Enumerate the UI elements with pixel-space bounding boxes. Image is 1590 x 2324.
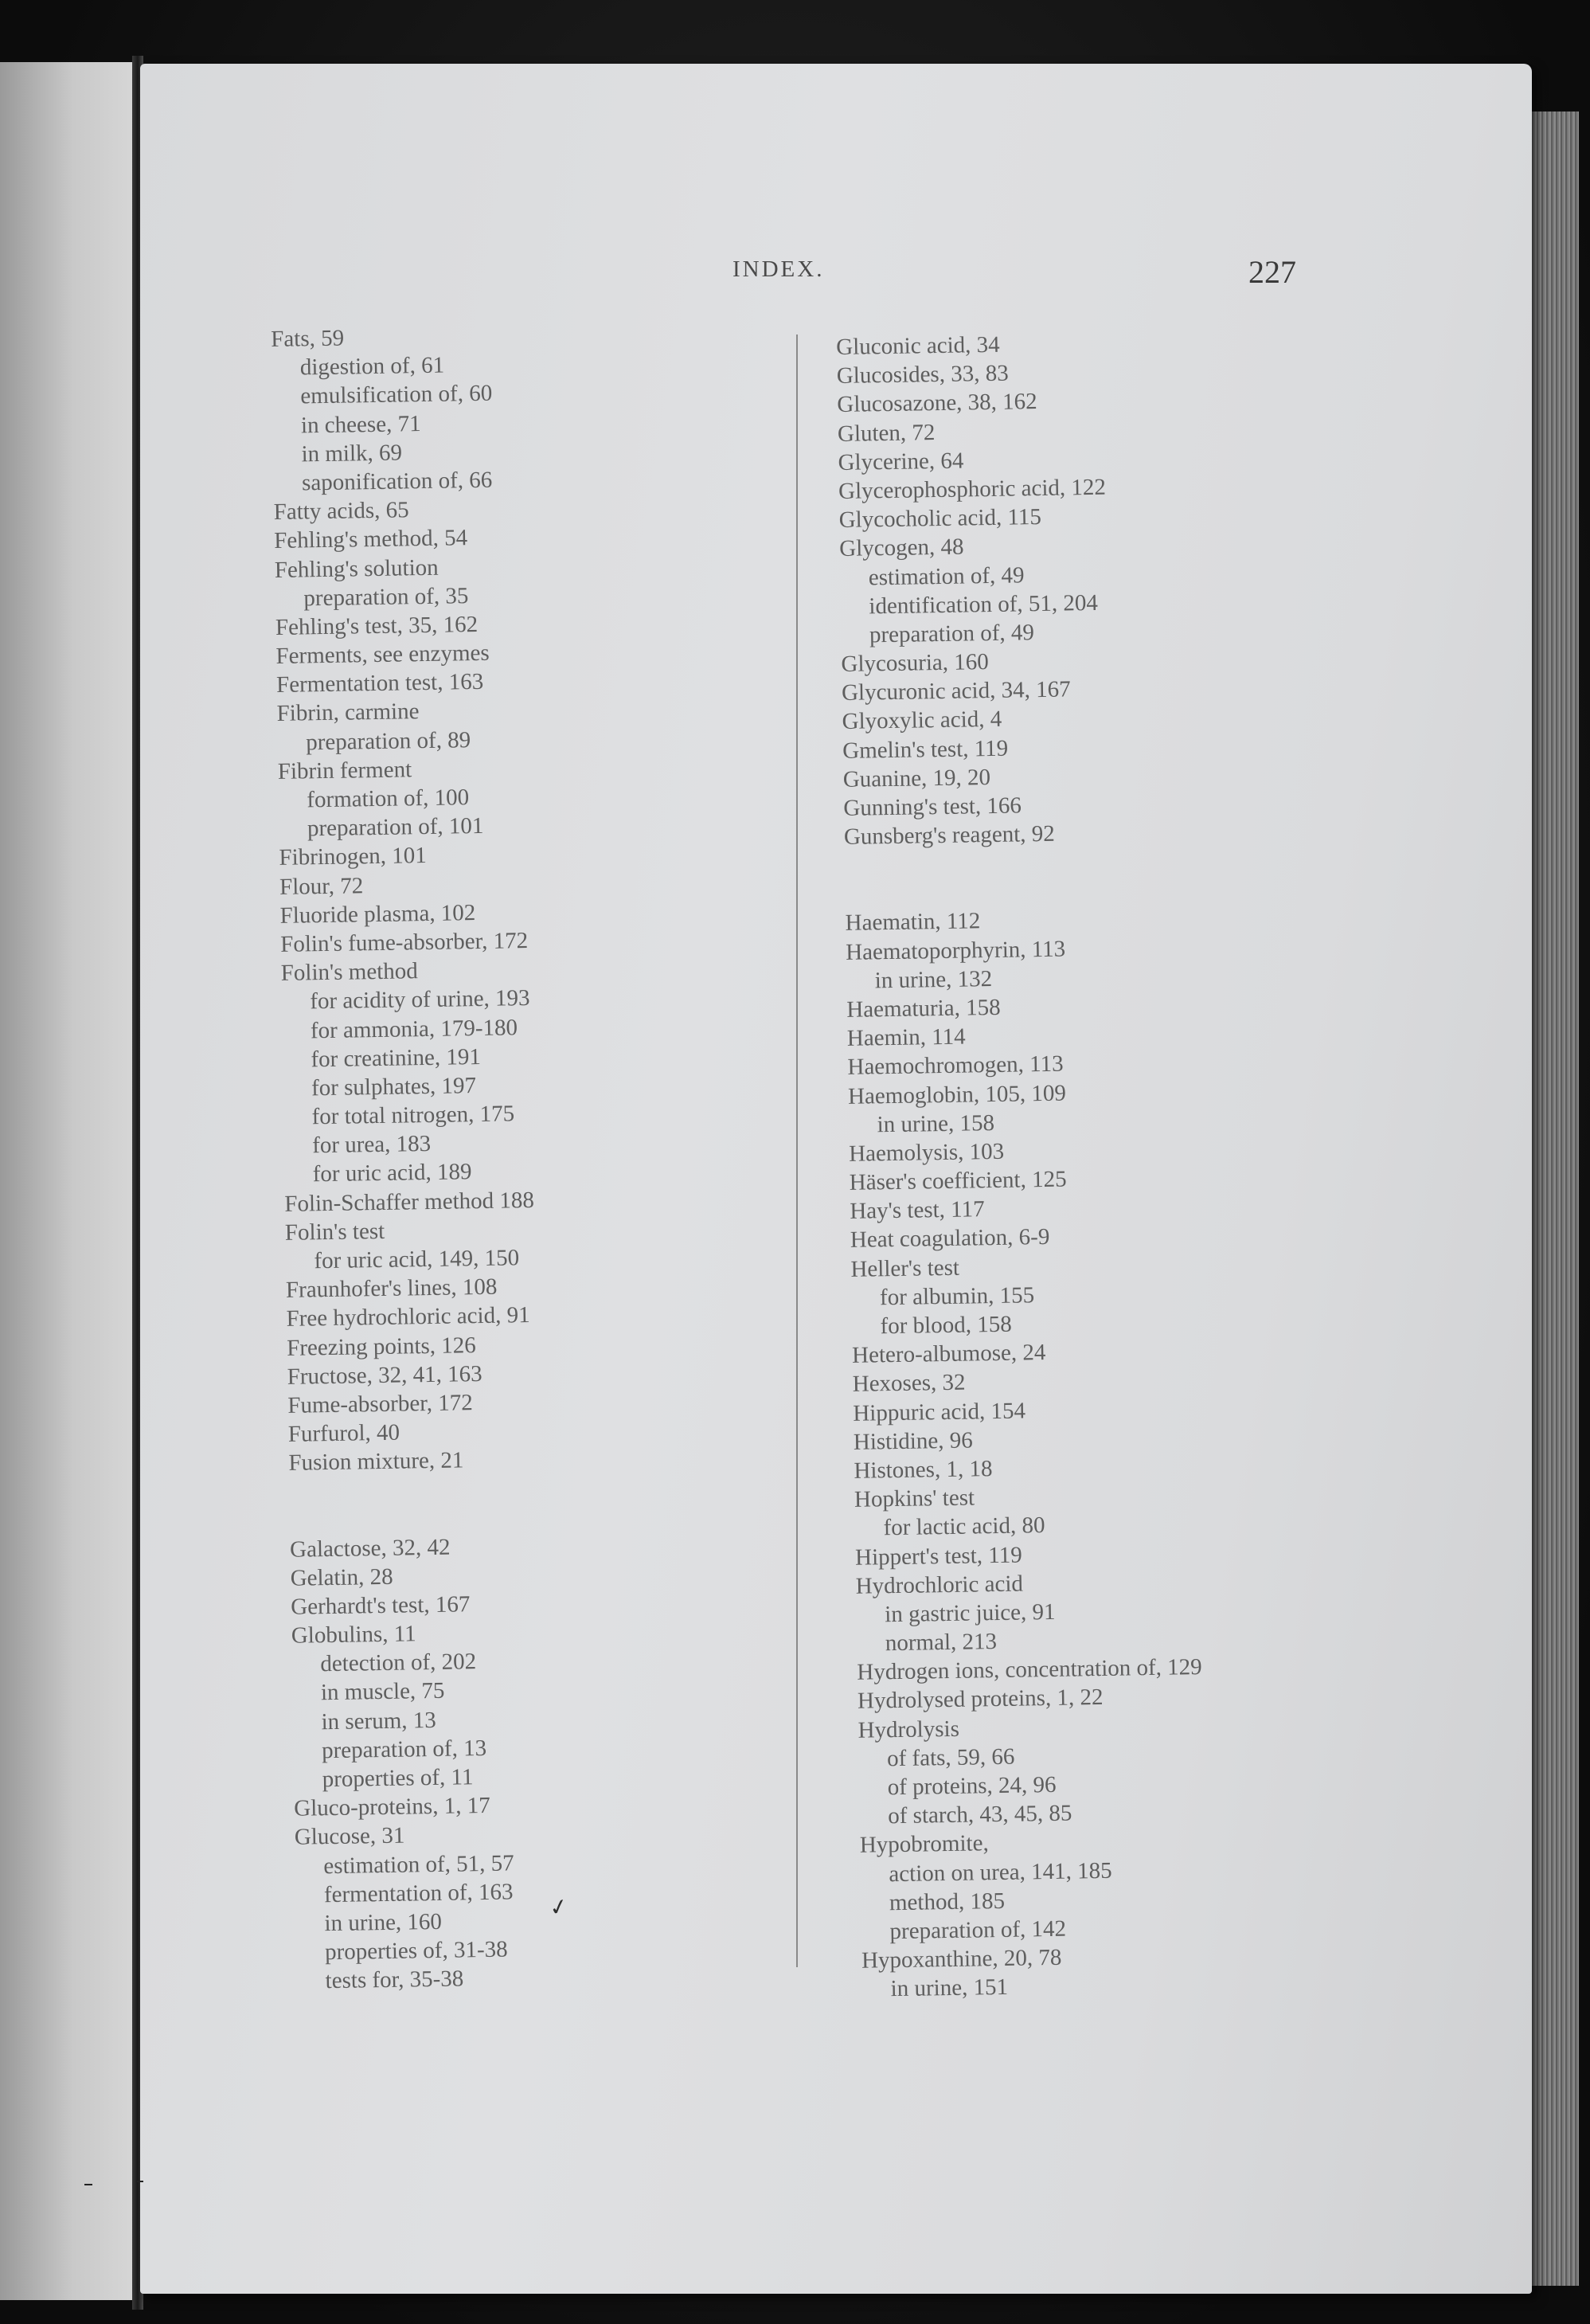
column-divider (796, 335, 798, 1967)
index-subentry: preparation of, 13 (321, 1735, 487, 1764)
index-entry: Glucose, 31 (294, 1822, 405, 1851)
index-subentry: in muscle, 75 (320, 1678, 445, 1706)
index-entry: Gunsberg's reagent, 92 (843, 820, 1055, 851)
index-entry: Glycerine, 64 (838, 448, 964, 475)
index-subentry: preparation of, 35 (303, 582, 469, 612)
index-subentry: of fats, 59, 66 (886, 1743, 1015, 1772)
section-gap (289, 1473, 540, 1535)
index-entry: Glycerophosphoric acid, 122 (838, 474, 1107, 504)
pencil-tick-mark: ✓ (546, 1892, 571, 1923)
index-subentry: for uric acid, 189 (312, 1159, 472, 1187)
index-subentry: saponification of, 66 (301, 467, 493, 496)
index-entry: Hippuric acid, 154 (853, 1397, 1026, 1426)
index-entry: Globulins, 11 (291, 1621, 416, 1649)
index-entry: Fats, 59 (271, 325, 345, 352)
index-subentry: in serum, 13 (321, 1707, 436, 1735)
index-subentry: identification of, 51, 204 (869, 589, 1099, 620)
index-entry: Heller's test (850, 1254, 960, 1282)
index-entry: Fibrin, carmine (276, 698, 420, 727)
index-entry: Folin's fume-absorber, 172 (279, 927, 529, 957)
index-entry: Haemolysis, 103 (848, 1138, 1005, 1167)
index-subentry: for blood, 158 (880, 1311, 1012, 1340)
index-subentry: for acidity of urine, 193 (310, 985, 530, 1015)
index-entry: Gerhardt's test, 167 (291, 1591, 471, 1620)
index-entry: Fusion mixture, 21 (288, 1447, 464, 1477)
index-entry: Fibrinogen, 101 (279, 843, 428, 871)
index-subentry: estimation of, 51, 57 (323, 1850, 514, 1879)
index-entry: Hexoses, 32 (852, 1369, 966, 1398)
index-entry: Haematuria, 158 (846, 994, 1001, 1023)
index-subentry: for sulphates, 197 (311, 1072, 477, 1101)
index-entry: Fluoride plasma, 102 (279, 899, 476, 929)
index-entry: Folin-Schaffer method 188 (284, 1187, 535, 1217)
index-subentry: tests for, 35-38 (325, 1966, 464, 1994)
index-entry: Fibrin ferment (277, 757, 412, 784)
index-entry: Gunning's test, 166 (843, 792, 1022, 821)
index-entry: Haemochromogen, 113 (847, 1050, 1064, 1081)
index-entry: Häser's coefficient, 125 (849, 1166, 1067, 1195)
index-subentry: for creatinine, 191 (311, 1043, 482, 1073)
index-entry: Glyoxylic acid, 4 (842, 706, 1002, 735)
index-subentry: properties of, 31-38 (324, 1936, 508, 1966)
index-subentry: of proteins, 24, 96 (887, 1771, 1057, 1801)
index-entry: Gluconic acid, 34 (836, 331, 1000, 360)
index-subentry: digestion of, 61 (299, 352, 445, 381)
index-subentry: for urea, 183 (311, 1131, 432, 1159)
index-subentry: in urine, 160 (324, 1908, 443, 1937)
index-subentry: estimation of, 49 (868, 561, 1025, 590)
index-entry: Hydrogen ions, concentration of, 129 (857, 1654, 1202, 1686)
index-entry: Glycocholic acid, 115 (838, 504, 1042, 534)
index-subentry: preparation of, 101 (307, 813, 484, 842)
index-column-left (271, 321, 547, 1996)
index-entry: Ferments, see enzymes (275, 640, 490, 670)
index-subentry: for albumin, 155 (879, 1282, 1035, 1311)
index-entry: Flour, 72 (279, 872, 364, 900)
margin-mark (84, 2184, 92, 2185)
index-subentry: formation of, 100 (307, 784, 470, 813)
index-subentry: for uric acid, 149, 150 (314, 1245, 520, 1274)
index-subentry: preparation of, 142 (889, 1915, 1067, 1945)
index-subentry: emulsification of, 60 (300, 381, 493, 409)
index-entry: Hydrolysis (858, 1716, 960, 1743)
index-entry: Free hydrochloric acid, 91 (286, 1302, 530, 1332)
margin-mark (137, 2181, 143, 2182)
index-entry: Folin's test (284, 1218, 385, 1246)
index-entry: Gluten, 72 (837, 419, 936, 447)
index-subentry: method, 185 (889, 1888, 1006, 1915)
index-entry: Gelatin, 28 (290, 1563, 393, 1591)
index-entry: Gmelin's test, 119 (842, 735, 1009, 764)
index-entry: Folin's method (280, 958, 419, 987)
index-subentry: in urine, 132 (874, 965, 993, 994)
index-entry: Haemoglobin, 105, 109 (847, 1080, 1067, 1109)
index-entry: Glycogen, 48 (839, 534, 964, 562)
index-entry: Fehling's method, 54 (274, 525, 468, 554)
index-entry: Hydrochloric acid (855, 1571, 1024, 1599)
index-entry: Furfurol, 40 (287, 1419, 400, 1447)
index-subentry: in cheese, 71 (300, 410, 421, 438)
index-entry: Hippert's test, 119 (854, 1542, 1022, 1571)
index-entry: Fraunhofer's lines, 108 (285, 1274, 498, 1304)
index-entry: Haematoporphyrin, 113 (845, 936, 1066, 965)
index-entry: Hypobromite, (859, 1830, 989, 1859)
index-entry: Galactose, 32, 42 (289, 1534, 451, 1563)
index-subentry: properties of, 11 (322, 1764, 474, 1793)
index-subentry: normal, 213 (885, 1629, 998, 1657)
section-gap (844, 846, 1190, 909)
index-subentry: for total nitrogen, 175 (311, 1101, 515, 1130)
index-entry: Glycosuria, 160 (841, 649, 990, 678)
index-entry: Fatty acids, 65 (273, 497, 409, 526)
index-subentry: fermentation of, 163 (323, 1879, 514, 1907)
index-subentry: in gastric juice, 91 (885, 1598, 1056, 1628)
index-entry: Hypoxanthine, 20, 78 (861, 1944, 1062, 1974)
index-entry: Heat coagulation, 6-9 (850, 1224, 1050, 1254)
index-entry: Fructose, 32, 41, 163 (287, 1360, 482, 1390)
index-subentry: in milk, 69 (301, 440, 403, 468)
index-subentry: action on urea, 141, 185 (889, 1857, 1112, 1887)
index-entry: Histidine, 96 (853, 1427, 973, 1455)
index-subentry: preparation of, 49 (869, 620, 1035, 648)
index-subentry: for ammonia, 179-180 (310, 1014, 518, 1043)
index-entry: Fermentation test, 163 (275, 669, 484, 698)
index-entry: Gluco-proteins, 1, 17 (294, 1793, 490, 1821)
index-subentry: for lactic acid, 80 (883, 1512, 1045, 1541)
index-subentry: preparation of, 89 (305, 726, 471, 755)
index-entry: Freezing points, 126 (286, 1332, 477, 1361)
index-entry: Haematin, 112 (845, 908, 981, 937)
index-entry: Fume-absorber, 172 (287, 1390, 473, 1418)
previous-page-edge (0, 62, 134, 2300)
index-entry: Haemin, 114 (846, 1023, 966, 1052)
index-entry: Fehling's solution (274, 554, 439, 583)
index-entry: Guanine, 19, 20 (842, 764, 991, 792)
index-column-right (836, 327, 1207, 2004)
index-subentry: in urine, 151 (890, 1974, 1009, 2002)
index-entry: Glucosides, 33, 83 (836, 360, 1009, 389)
index-subentry: detection of, 202 (320, 1649, 477, 1677)
index-entry: Hopkins' test (854, 1485, 975, 1512)
index-entry: Histones, 1, 18 (854, 1456, 993, 1484)
index-subentry: in urine, 158 (877, 1109, 995, 1137)
index-subentry: of starch, 43, 45, 85 (888, 1800, 1072, 1829)
index-entry: Fehling's test, 35, 162 (275, 611, 479, 640)
index-entry: Hetero-albumose, 24 (851, 1340, 1046, 1369)
running-title: INDEX. (732, 256, 825, 282)
page-number: 227 (1248, 254, 1296, 290)
index-entry: Glycuronic acid, 34, 167 (841, 676, 1071, 706)
index-entry: Glucosazone, 38, 162 (837, 389, 1037, 418)
index-entry: Hydrolysed proteins, 1, 22 (857, 1684, 1104, 1715)
index-entry: Hay's test, 117 (850, 1196, 985, 1225)
